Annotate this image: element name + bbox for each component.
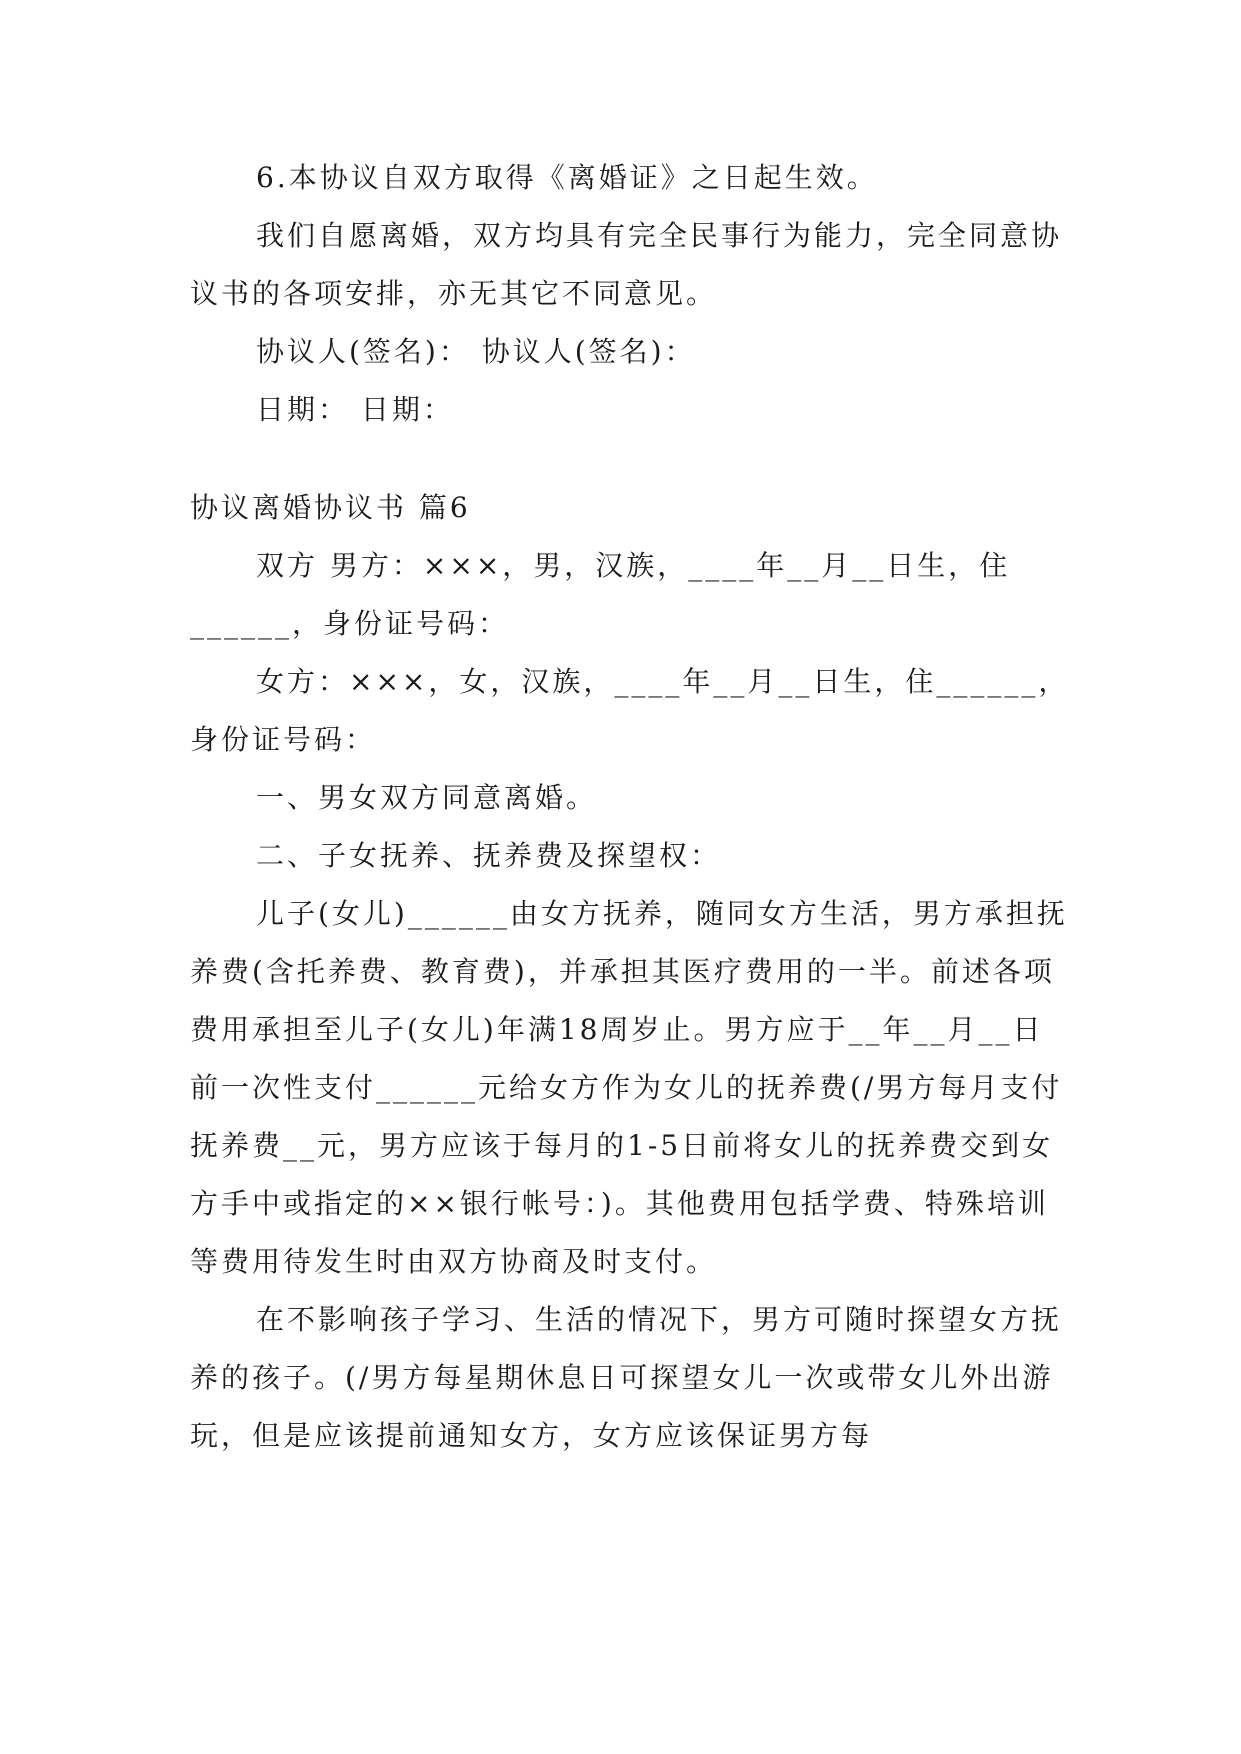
section-heading: 协议离婚协议书 篇6 [190,491,471,524]
clause-agree-divorce: 一、男女双方同意离婚。 [256,781,598,814]
clause-child-custody-title: 二、子女抚养、抚养费及探望权： [256,839,722,872]
clause-child-support: 儿子(女儿)______由女方抚养，随同女方生活，男方承担抚养费(含托养费、教育费)，并承担其医疗费用的一半。前述各项费用承担至儿子(女儿)年满18周岁止。男方应于__年__月__日前一次性支付______元给女方作为女儿的抚养费(/男方每月支付抚养费__元，男方应该于每月的1-5日前将女儿的抚养费交到女方手中或指定的××银行帐号：)。其他费用包括学费、特殊培训等费用待发生时由双方协商及时支付。 [190,897,1068,1278]
document-body [190,149,1070,1465]
signature-line: 协议人(签名)： 协议人(签名)： [256,335,696,368]
party-female-info: 女方：×××，女，汉族，____年__月__日生，住______，身份证号码： [190,665,1070,756]
clause-effective-date: 6.本协议自双方取得《离婚证》之日起生效。 [256,161,878,194]
section-gap [190,439,1070,479]
voluntary-divorce-statement: 我们自愿离婚，双方均具有完全民事行为能力，完全同意协议书的各项安排，亦无其它不同意见。 [190,219,1063,310]
date-line: 日期： 日期： [256,393,454,426]
party-male-info: 双方 男方：×××，男，汉族，____年__月__日生，住______，身份证号码： [190,549,1011,640]
clause-visitation: 在不影响孩子学习、生活的情况下，男方可随时探望女方抚养的孩子。(/男方每星期休息日可探望女儿一次或带女儿外出游玩，但是应该提前通知女方，女方应该保证男方每 [190,1303,1063,1452]
